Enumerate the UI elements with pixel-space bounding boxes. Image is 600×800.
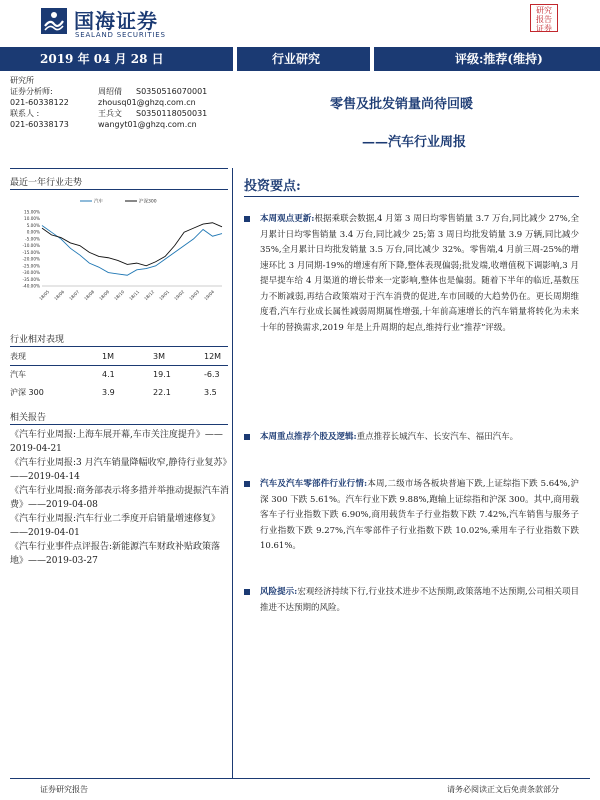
bullet-text: 根据乘联会数据,4 月第 3 周日均零售销量 3.7 万台,同比减少 27%,全月累计日均零售销量 3.4 万台,同比减少 25;第 3 周日均批发销量 3.9 万辆,同比减少 35%,全月累计日均批发销量 3.5 万台,同比减少 32%。零售端,4 月前三周-25%的增速环比 3 月同期-19%的增速有所下降,整体表现偏弱;批发端,收增值税下调影响,3 月提早提车给 4 月渠道的增长带来一定影响,整体也是偏弱。随着下半年的临近,基数压力不断减弱,再结合政策端对于汽车消费的促进,车市回暖的大趋势仍在。更长周期维度看,汽车行业成长属性减弱周期属性增强,十年前高速增长的汽车销量将转化为未来十年的替换需求,2019 年是上升周期的起点,维持行业“推荐”评级。 — [260, 214, 580, 333]
analyst-email[interactable]: zhousq01@ghzq.com.cn — [98, 98, 196, 107]
table-cell: 4.1 — [102, 370, 115, 379]
square-bullet-icon — [244, 434, 250, 440]
x-tick-label: 19/01 — [158, 289, 171, 302]
bullet-label: 汽车及汽车零部件行业行情: — [260, 479, 368, 489]
legend-label: 沪深300 — [139, 199, 157, 205]
footer-left: 证券研究报告 — [40, 785, 88, 794]
divider — [10, 346, 228, 347]
y-tick-label: -40.00% — [22, 283, 40, 289]
analyst-org-row — [10, 75, 270, 86]
bullet-text: 本周,二级市场各板块普遍下跌,上证综指下跌 5.64%,沪深 300 下跌 5.61%。汽车行业下跌 9.88%,跑输上证综指和沪深 300。其中,商用载客车子行业指数下跌 6.90%,商用载货车子行业指数下跌 7.42%,汽车销售与服务子行业指数下跌 9.27%,汽车零部件子行业指数下跌 10.02%,乘用车子行业指数下跌 10.61%。 — [260, 479, 579, 551]
bullet-label: 本周观点更新: — [260, 214, 315, 224]
table-cell: 3.9 — [102, 388, 115, 397]
report-category: 行业研究 — [272, 52, 321, 66]
x-tick-label: 18/06 — [53, 289, 66, 302]
table-row — [10, 384, 228, 402]
y-tick-label: 10.00% — [24, 216, 40, 222]
table-header-row — [10, 348, 228, 366]
table-cell: 汽车 — [10, 370, 26, 379]
org-label: 研究所 — [10, 76, 34, 85]
analyst-name: 周绍倩 — [98, 87, 122, 96]
bullet-key-picks — [244, 430, 579, 446]
sealand-logo-icon — [40, 7, 68, 35]
logo-chinese-name: 国海证券 — [74, 9, 158, 33]
x-tick-label: 18/09 — [98, 289, 111, 302]
analyst-row — [10, 86, 270, 97]
column-header: 12M — [204, 352, 222, 361]
analyst-role: 证券分析师: — [10, 87, 53, 96]
related-report-link[interactable]: 《汽车行业周报:汽车行业二季度开启销量增速修复》——2019-04-01 — [10, 514, 221, 538]
y-tick-label: -35.00% — [22, 276, 40, 282]
x-tick-label: 19/04 — [203, 289, 216, 302]
divider — [244, 196, 579, 197]
bullet-risk — [244, 585, 579, 616]
y-tick-label: 5.00% — [26, 222, 40, 228]
logo — [40, 5, 180, 45]
related-report-link[interactable]: 《汽车行业周报:商务部表示将多措并举推动提振汽车消费》——2019-04-08 — [10, 486, 230, 510]
series-line — [42, 225, 222, 275]
bullet-label: 风险提示: — [260, 587, 298, 597]
y-tick-label: -5.00% — [25, 236, 40, 242]
y-tick-label: -30.00% — [22, 270, 40, 276]
related-report-link[interactable]: 《汽车行业周报:上海车展开幕,车市关注度提升》——2019-04-21 — [10, 430, 223, 454]
y-tick-label: -10.00% — [22, 243, 40, 249]
x-tick-label: 18/07 — [68, 289, 81, 302]
y-tick-label: 0.00% — [26, 229, 40, 235]
x-tick-label: 18/12 — [143, 289, 156, 302]
table-cell: 19.1 — [153, 370, 171, 379]
table-cell: 沪深 300 — [10, 388, 44, 397]
stamp-line: 报告 — [536, 15, 552, 24]
x-tick-label: 18/11 — [128, 289, 141, 302]
performance-title: 行业相对表现 — [10, 335, 65, 345]
x-tick-label: 18/08 — [83, 289, 96, 302]
report-title: 零售及批发销量尚待回暖 — [330, 97, 474, 112]
report-stamp — [530, 4, 558, 32]
bullet-label: 本周重点推荐个股及逻辑: — [260, 432, 357, 442]
trend-title: 最近一年行业走势 — [10, 178, 83, 188]
square-bullet-icon — [244, 216, 250, 222]
related-report-link[interactable]: 《汽车行业事件点评报告:新能源汽车财政补贴政策落地》——2019-03-27 — [10, 542, 221, 566]
related-title: 相关报告 — [10, 413, 47, 423]
analyst-email[interactable]: wangyt01@ghzq.com.cn — [98, 120, 197, 129]
analyst-row — [10, 97, 270, 108]
band-divider — [370, 47, 374, 71]
stamp-line: 证券 — [536, 24, 552, 33]
performance-table — [10, 348, 228, 402]
logo-english-name: SEALAND SECURITIES — [75, 31, 166, 39]
analyst-row — [10, 108, 270, 119]
column-header: 1M — [102, 352, 114, 361]
stamp-line: 研究 — [536, 6, 552, 15]
y-tick-label: 15.00% — [24, 209, 40, 215]
divider — [10, 424, 228, 425]
column-header: 表现 — [10, 352, 26, 361]
divider — [10, 168, 228, 169]
table-cell: 22.1 — [153, 388, 171, 397]
rating: 评级:推荐(维持) — [455, 52, 543, 66]
footer-disclaimer[interactable]: 请务必阅读正文后免责条款部分 — [447, 785, 559, 794]
bullet-weekly-view — [244, 212, 579, 336]
series-line — [42, 223, 222, 266]
x-tick-label: 19/03 — [188, 289, 201, 302]
analyst-phone: 021-60338173 — [10, 120, 69, 129]
square-bullet-icon — [244, 481, 250, 487]
divider — [10, 189, 228, 190]
analyst-name: 王兵文 — [98, 109, 122, 118]
bullet-text: 宏观经济持续下行,行业技术进步不达预期,政策落地不达预期,公司相关项目推进不达预期的风险。 — [260, 587, 580, 613]
bullet-market — [244, 477, 579, 555]
related-reports — [10, 428, 230, 568]
report-date: 2019 年 04 月 28 日 — [40, 52, 164, 66]
header-band — [0, 47, 600, 71]
analyst-row — [10, 119, 270, 130]
x-tick-label: 19/02 — [173, 289, 186, 302]
table-cell: 3.5 — [204, 388, 217, 397]
trend-chart — [10, 192, 230, 302]
y-tick-label: -25.00% — [22, 263, 40, 269]
y-tick-label: -20.00% — [22, 256, 40, 262]
y-tick-label: -15.00% — [22, 249, 40, 255]
footer-divider — [10, 778, 590, 779]
related-report-link[interactable]: 《汽车行业周报:3 月汽车销量降幅收窄,静待行业复苏》——2019-04-14 — [10, 458, 227, 482]
analyst-role: 联系人 : — [10, 109, 40, 118]
investment-highlights-title: 投资要点: — [244, 179, 301, 194]
band-divider — [233, 47, 237, 71]
x-tick-label: 18/10 — [113, 289, 126, 302]
bullet-text: 重点推荐长城汽车、长安汽车、福田汽车。 — [356, 432, 519, 442]
column-header: 3M — [153, 352, 165, 361]
column-divider — [232, 168, 233, 778]
table-row — [10, 366, 228, 384]
report-subtitle: ——汽车行业周报 — [362, 135, 467, 150]
table-cell: -6.3 — [204, 370, 220, 379]
analyst-phone: 021-60338122 — [10, 98, 69, 107]
analyst-cert: S0350516070001 — [136, 87, 208, 96]
analyst-block — [10, 75, 270, 130]
analyst-cert: S0350118050031 — [136, 109, 208, 118]
x-tick-label: 18/05 — [38, 289, 51, 302]
square-bullet-icon — [244, 589, 250, 595]
legend-label: 汽车 — [94, 199, 103, 205]
